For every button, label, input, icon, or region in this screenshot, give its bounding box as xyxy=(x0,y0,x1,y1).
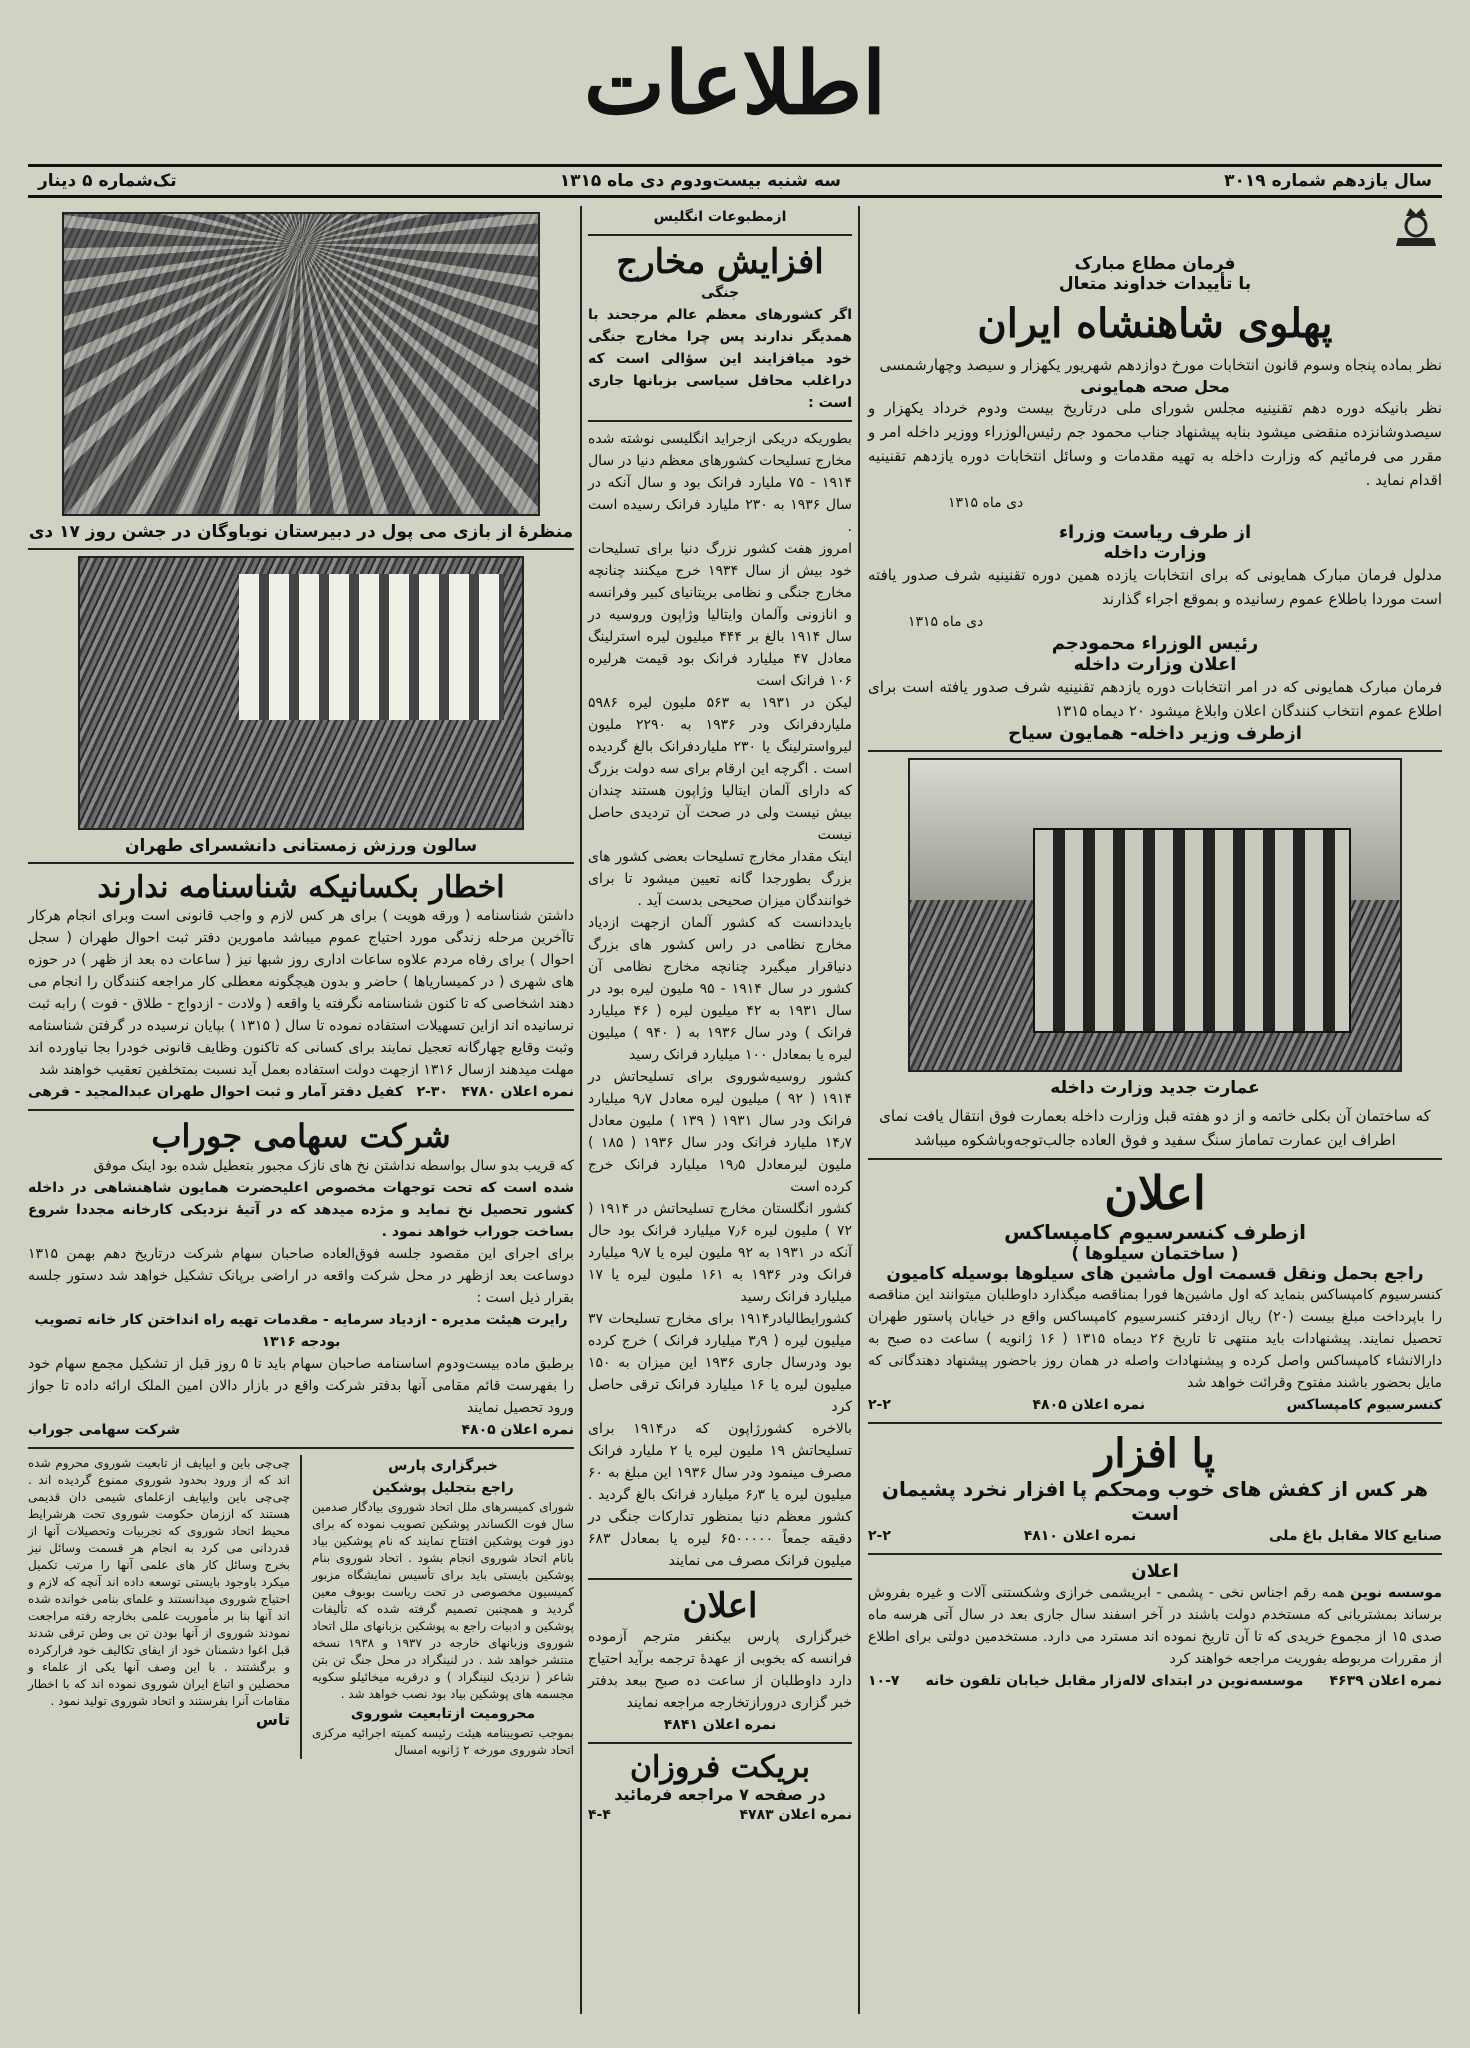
compsax-ad xyxy=(868,1166,1442,1416)
notice-signature: ازطرف وزیر داخله- همایون سیاح xyxy=(1008,723,1302,744)
socks-agenda: رایرت هیئت مدیره - ازدیاد سرمایه - مقدمات تهیه راه انداختن کار خانه تصویب بودجه ۱۳۱۶ xyxy=(34,1312,568,1350)
ad-footer: موسسه‌نوین در ابتدای لاله‌زار مقابل خیابان تلفون خانه xyxy=(925,1673,1304,1689)
decree-paragraph: نظر بماده پنجاه وسوم قانون انتخابات مورخ دوازدهم شهریور یکهزار و سیصد وچهارشمسی xyxy=(879,356,1442,374)
building-photo xyxy=(908,758,1402,1072)
warning-title: اخطار بکسانیکه شناسنامه ندارند xyxy=(97,870,505,905)
ad-code: ۲-۲ xyxy=(868,1528,891,1544)
ad-number: نمره اعلان ۴۸۰۵ xyxy=(1032,1397,1145,1413)
notice-paragraph: فرمان مبارک همایونی که در امر انتخابات دوره یازدهم تقنینیه شرف صدور یافته است برای اطلاع عموم انتخاب کنندگان اعلان وابلاغ میشود ۲۰ دیماه ۱۳۱۵ xyxy=(868,678,1442,720)
pars-col2: چی‌چی باین و ایپایف از تابعیت شوروی محروم شده اند که از ورود بحدود شوروی ممنوع گردیده اند . چی‌چی باین وایپایف ازعلمای شیمی دان قدیمی هستند که اززمان حکومت شوروی تحت هرشرایط محیط اتحاد شوروی که تجربیات وتحصیلات آنها از قدردانی می کرد به انجام هر قسمت وسائل نیز بخرج وسائل کار های علمی آنها را مرتب تکمیل میکرد باوجود بایستی توسعه داده اند آنچه که لازم و احتیاج شوروی میدانستند و علمای بنامی خوانده شده اند آنها بنا بر مأموریت علمی بخارجه رفته مراجعت نمودند شوروی از آنها بودن تن بی وطن ترقی شدند قبل اغوا دشمنان خود از ایفای تکالیف خود فرارکرده و برگشتند . با این وصف آنها یکی از علماء و محصلین و اتباع ایران شوروی نموده اند که با اخطار مقامات آنرا بفرستند و اتحاد شوروی تولید نمود . xyxy=(28,1456,290,1708)
ad-body: کنسرسیوم کامپساکس بنماید که اول ماشین‌ها فورا بمناقصه میگذارد داوطلبان میتوانند این مناقصه را باپرداخت مبلغ بیست (۲۰) ریال ازدفتر کنسرسیوم کامپساکس واقع در خیابان پاستور طهران تحصیل نمایند. پیشنهادات باید منتهی تا تاریخ ۲۶ دیماه ۱۳۱۵ ( ۱۶ ژانویه ) ساعت ده صبح به دارالانشاء کامپساکس واصل کرده و پیشنهادات واصله در همان روز باحضور پیشنهاد دهندگانی که مایل بحضور باشند مفتوح وقرائت خواهد شد xyxy=(868,1287,1442,1391)
royal-emblem-icon xyxy=(1390,206,1442,250)
warning-code: ۲-۳۰ xyxy=(416,1084,449,1100)
article-paragraph: بایددانست که کشور آلمان ازجهت ازدیاد مخارج نظامی در راس کشور های بزرگ دنیاقرار میگیرد چنانچه مخارج نظامی آن کشور در سال ۱۹۱۴ - ۹۵ ملیون لیره بود در سال ۱۹۳۱ به ۴۲ میلیون لیره ( ۴۶ میلیارد فرانک ) ودر سال ۱۹۳۶ به ( ۹۴۰ ) میلیون لیره یا بمعادل ۱۰۰ میلیارد فرانک رسید xyxy=(588,915,852,1063)
ad-body: همه رقم اجناس نخی - پشمی - ابریشمی خرازی وشکستنی آلات و غیره بفروش برساند بمشتریانی که مستخدم دولت باشند در آخر اسفند سال جاری بعد در سال آتی هرسه ماه صدی ۱۵ از مجموع خریدی که تا آن تاریخ نموده اند مسترد می دارد. مستخدمین دولتی برای اطلاع از مقررات مربوطه بفوریت مراجعه خواهند کرد xyxy=(868,1585,1442,1667)
building-caption: عمارت جدید وزارت داخله xyxy=(1050,1078,1260,1098)
gym-photo xyxy=(78,556,524,830)
ad-address: صنایع کالا مقابل باغ ملی xyxy=(1268,1528,1442,1544)
pars-body: شورای کمیسرهای ملل اتحاد شوروی بیادگار صدمین سال فوت الکساندر پوشکین تصویب نموده که برای دوز فوت پوشکین افتتاح نمایند که نام پوشکین بیاد بانام اتحاد شوروی انجام بشود . اتحاد شوروی بنام پوشکین بایستی باید برای تأسیس نمایشگاه مزبور کمیسیون مخصوصی در تحت ریاست بوبوف معین گردید و همچنین تصمیم گرفته شده که تألیفات پوشکین و ادبیات راجع به پوشکین بزبانهای ملل اتحاد شوروی وزبانهای خارجه در ۱۹۳۷ و ۱۹۳۸ نسخه منتشر خواهد شد . در لنینگراد در محل جنگ تن بتن شاعر ( نزدیک لنینگراد ) و درقریه میخائیلو سکویه مجسمه های پوشکین بیاد بود نصب خواهد شد . xyxy=(312,1500,574,1701)
article-kicker: ازمطبوعات انگلیس xyxy=(653,209,787,225)
pars-signature: تاس xyxy=(255,1710,290,1729)
article-paragraph: بالاخره کشورژاپون که در۱۹۱۴ برای تسلیحاتش ۱۹ ملیون لیره یا ۲ ملیارد فرانک مصرف مینمود ودر سال ۱۹۳۶ این مبلغ به ۶۰ میلیون لیره یا ۶٫۳ میلیارد فرانک بالغ گردید . کشور معظم دنیا بمنظور تدارکات جنگی در دقیقه جمعاً ۶۵۰۰۰۰۰ لیره یا بمعادل ۶۸۳ میلیون فرانک مصرف می نمایند xyxy=(588,1421,852,1569)
ad-title: اعلان xyxy=(1131,1561,1179,1582)
pars-news-right xyxy=(312,1455,574,1759)
article-paragraph: لیکن در ۱۹۳۱ به ۵۶۳ ملیون لیره ۵۹۸۶ ملیاردفرانک ودر ۱۹۳۶ به ۲۲۹۰ ملیون لیرواسترلینگ یا ۲۳۰ ملیاردفرانک بالغ گردیده است . اگرچه این ارقام برای سه دولت بزرگ که دارای آلمان ایتالیا وژاپون هستند چندان بیش نیست ولی در صحت آن تردیدی حاصل نیست xyxy=(588,695,852,843)
novin-ad xyxy=(868,1561,1442,1692)
decree-seal-note: محل صحه همایونی xyxy=(1080,377,1230,396)
pm-heading: از طرف ریاست وزراء xyxy=(1058,522,1252,543)
ad-code: ۴-۴ xyxy=(588,1807,611,1823)
ad-body: خبرگزاری پارس بیکنفر مترجم آزموده فرانسه که بخوبی از عهدهٔ ترجمه برآید احتیاج دارد داوطلبان از ساعت ده صبح ببعد بدفتر خبر گزاری درورازتخارجه مراجعه نمایند xyxy=(588,1629,852,1711)
ad-title: اعلان xyxy=(1104,1166,1206,1220)
warning-number: نمره اعلان ۴۷۸۰ xyxy=(461,1084,574,1100)
ad-title: اعلان xyxy=(682,1586,758,1626)
royal-decree xyxy=(868,206,1442,744)
newspaper-logo: اطلاعات xyxy=(583,33,887,134)
ad-from: ازطرف کنسرسیوم کامپساکس xyxy=(1004,1220,1306,1244)
pars-title: راجع بتجلیل پوشکین xyxy=(372,1480,514,1496)
ad-body: در صفحه ۷ مراجعه فرمائید xyxy=(614,1785,826,1804)
decree-paragraph: نظر بانیکه دوره دهم تقنینیه مجلس شورای ملی درتاریخ بیست ودوم خرداد یکهزار و سیصدوشانزده منقضی میشود بنابه پیشنهاد جناب محمود جم رئیس‌الوزراء ووزیر داخله امر و مقرر می فرمائیم که وزارت داخله به تهیه مقدمات و وسائل انتخابات دوره یازدهم تقنینیه اقدام نماید . xyxy=(868,399,1442,489)
warning-body: داشتن شناسنامه ( ورقه هویت ) برای هر کس لازم و واجب قانونی است وبرای انجام هرکار تاآخرین مرحله زندگی مورد احتیاج عموم میباشد مامورین دفتر ثبت احوال طهران ( سجل احوال ) برای رفاه مردم علاوه ساعات اداری روز شبها نیز ( ساعات ده بعد از ظهر ) در حوزه های شهری ( در کمیساریاها ) حاضر و بدون هیچگونه معطلی کار مراجعه کنندگان را انجام می دهند اشخاصی که تا کنون شناسنامه نگرفته یا واقعه ( ولادت - ازدواج - طلاق - فوت ) رابه ثبت نرسانیده اند ازاین تسهیلات استفاده نموده تا سال ( ۱۳۱۵ ) بپایان نرسیده در گرفتن شناسنامه وثبت وقایع چهارگانه تعجیل نمایند برای کسانی که تاکنون وظایف قانونی خودرا بجا نیاورده اند مهلت میدهند ازسال ۱۳۱۶ ازجهت دولت استفاده بعمل آید نسبت بمتخلفین تعقیب خواهند شد xyxy=(28,908,574,1078)
pars-subhead: محرومیت ازتابعیت شوروی xyxy=(350,1706,536,1722)
socks-signature: شرکت سهامی جوراب xyxy=(28,1422,181,1438)
ad-number: نمره اعلان ۴۶۳۹ xyxy=(1329,1673,1442,1689)
column-rule xyxy=(580,206,582,2014)
left-column xyxy=(28,206,574,1759)
ministry-heading: وزارت داخله xyxy=(1103,543,1207,563)
shoe-ad xyxy=(868,1430,1442,1547)
masthead xyxy=(28,24,1442,144)
ad-number: نمره اعلان ۴۷۸۳ xyxy=(739,1807,852,1823)
article-paragraph: کشور روسیه‌شوروی برای تسلیحاتش در ۱۹۱۴ ( ۹۲ ) میلیون لیره معادل ۹٫۷ میلیارد فرانک ودر سال ۱۹۳۱ ( ۱۳۹ ) ملیون معادل ۱۴٫۷ ملیارد فرانک ودر سال ۱۹۳۶ ( ۱۸۵ ) ملیون لیرمعادل ۱۹٫۵ میلیارد فرانک خرج کرده است xyxy=(588,1069,852,1195)
ad-code: ۲-۲ xyxy=(868,1397,891,1413)
pars-body2: بموجب تصویبنامه هیئت رئیسه کمیته اجرائیه مرکزی اتحاد شوروی مورخه ۲ ژانویه امسال xyxy=(312,1726,574,1757)
article-title: افزایش مخارج xyxy=(616,242,824,282)
issue-date: سه شنبه بیست‌ودوم دی ماه ۱۳۱۵ xyxy=(559,171,841,191)
socks-body: برای اجرای این مقصود جلسه فوق‌العاده صاحبان سهام شرکت درتاریخ دهم بهمن ۱۳۱۵ دوساعت بعد ازظهر در محل شرکت واقعه در اراضی برپانک تشکیل خواهد شد دستور جلسه بقرار ذیل است : xyxy=(28,1246,574,1306)
pars-head: خبرگزاری پارس xyxy=(388,1458,498,1474)
article-paragraph: اینک مقدار مخارج تسلیحات بعضی کشور های بزرگ بطورجدا گانه تعیین میشود تا برای خوانندگان میزان صحیحی بدست آید . xyxy=(588,849,852,909)
gym-caption: سالون ورزش زمستانی دانشسرای طهران xyxy=(124,836,478,856)
translator-ad xyxy=(588,1586,852,1736)
ministry-paragraph: مدلول فرمان مبارک همایونی که برای انتخابات یازده همین دوره تقنینیه شرف صدور یافته است موردا باطلاع عموم رسانیده و بموقع اجراء گذارند xyxy=(868,566,1442,608)
decree-title: پهلوی شاهنشاه ایران xyxy=(977,300,1333,347)
socks-company-ad xyxy=(28,1117,574,1441)
decree-date: دی ماه ۱۳۱۵ xyxy=(948,495,1024,511)
ad-code: ۱۰-۷ xyxy=(868,1673,900,1689)
ad-signature: کنسرسیوم کامپساکس xyxy=(1286,1397,1442,1413)
ad-heading: راجع بحمل ونقل قسمت اول ماشین های سیلوها بوسیله کامیون xyxy=(886,1264,1424,1284)
pars-news-left xyxy=(28,1455,290,1759)
ministry-date: دی ماه ۱۳۱۵ xyxy=(908,614,984,630)
dateline xyxy=(28,164,1442,198)
ad-firm: موسسه نوین xyxy=(1350,1585,1442,1601)
socks-footer: برطبق ماده بیست‌ودوم اساسنامه صاحبان سهام باید تا ۵ روز قبل از تشکیل مجمع سهام خود را بفهرست قائم مقامی آنها بدفتر شرکت واقع در بازار دالان امین الملک ارائه داده تا جواز ورود تحصیل نمایند xyxy=(28,1356,574,1416)
newspaper-page xyxy=(28,24,1442,2024)
ad-title: پا افزار xyxy=(1095,1430,1215,1477)
ad-subtitle: ( ساختمان سیلوها ) xyxy=(1071,1244,1239,1264)
article-paragraph: کشورایطالیادر۱۹۱۴ برای مخارج تسلیحات ۳۷ میلیون لیره ( ۳٫۹ میلیارد فرانک ) خرج کرده بود ودرسال جاری ۱۹۳۶ این میزان به ۱۵۰ میلیون لیره یا ۱۶ میلیارد فرانک ترقی حاصل کرد xyxy=(588,1311,853,1415)
article-paragraph: کشور انگلستان مخارج تسلیحاتش در ۱۹۱۴ ( ۷۲ ) ملیون لیره ۷٫۶ میلیارد فرانک بود حال آنکه در ۱۹۳۱ به ۹۲ ملیون لیره یا ۹٫۷ میلیارد فرانک ودر ۱۹۳۶ به ۱۶۱ ملیون لیره یا ۱۷ میلیارد فرانک رسید xyxy=(588,1201,853,1305)
building-feature xyxy=(868,758,1442,1152)
column-rule xyxy=(858,206,860,2014)
price-note: تک‌شماره ۵ دینار xyxy=(38,171,177,191)
decree-line1: فرمان مطاع مبارک xyxy=(1074,254,1236,274)
maypole-photo xyxy=(62,212,540,516)
right-column xyxy=(868,206,1442,1692)
socks-bold: شده است که تحت توجهات مخصوص اعلیحضرت همایون شاهنشاهی در داخله کشور تحصیل نخ نماید و مژده میدهد که در آتیهٔ نزدیکی کارخانه مجددا شروع بساخت جوراب خواهد نمود . xyxy=(28,1180,574,1240)
briquette-ad xyxy=(588,1750,852,1826)
ad-body: هر کس از کفش های خوب ومحکم پا افزار نخرد پشیمان است xyxy=(881,1477,1429,1525)
pars-news xyxy=(28,1455,574,1759)
middle-column xyxy=(588,206,852,1826)
socks-number: نمره اعلان ۴۸۰۵ xyxy=(461,1422,574,1438)
article-intro: اگر کشورهای معظم عالم مرجحند با همدیگر ندارند پس چرا مخارج جنگی خود میافزایند این سؤالی است که دراغلب محافل سیاسی بزبانها جاری است : xyxy=(588,307,852,411)
socks-title: شرکت سهامی جوراب xyxy=(151,1117,451,1155)
maypole-caption: منظرهٔ از بازی می پول در دبیرستان نوباوگان در جشن روز ۱۷ دی xyxy=(28,522,574,542)
pm-signature: رئیس الوزراء محمودجم xyxy=(1051,633,1259,654)
id-warning xyxy=(28,870,574,1103)
ad-number: نمره اعلان ۴۸۱۰ xyxy=(1023,1528,1137,1544)
ad-number: نمره اعلان ۴۸۴۱ xyxy=(663,1717,777,1733)
issue-number: سال یازدهم شماره ۳۰۱۹ xyxy=(1224,171,1432,191)
decree-line2: با تأییدات خداوند متعال xyxy=(1058,274,1252,294)
ad-title: بریکت فروزان xyxy=(630,1750,810,1785)
notice-title: اعلان وزارت داخله xyxy=(1073,654,1237,675)
warning-signature: کفیل دفتر آمار و ثبت احوال طهران عبدالمجید - فرهی xyxy=(28,1084,404,1100)
building-text: که ساختمان آن بکلی خاتمه و از دو هفته قبل وزارت داخله بعمارت فوق انتقال یافت نمای اطراف این عمارت تماماز سنگ سفید و فوق العاده جالب‌توجه‌وباشکوه میباشد xyxy=(879,1107,1431,1149)
socks-intro: که قریب بدو سال بواسطه نداشتن نخ های نازک مجبور بتعطیل شده بود اینک موفق xyxy=(93,1158,574,1174)
article-paragraph: بطوریکه دریکی ازجراید انگلیسی نوشته شده مخارج تسلیحات کشورهای معظم دنیا در سال ۱۹۱۴ - ۷۵ ملیارد فرانک بود و سال آنکه در سال ۱۹۳۶ به ۲۳۰ ملیارد فرانک رسیده است . xyxy=(588,431,853,535)
article-paragraph: امروز هفت کشور نزرگ دنیا برای تسلیحات خود بیش از سال ۱۹۳۴ خرج میکنند چنانچه مخارج جنگی و نظامی بریتانیای کبیر وفرانسه و انازونی وآلمان وایتالیا وژاپون وروسیه در سال ۱۹۱۴ بالغ بر ۴۴۴ میلیون لیره استرلینگ معادل ۴۷ میلیارد فرانک بود قیمت هرلیره ۱۰۶ فرانک است xyxy=(588,541,853,689)
article-subtitle: جنگی xyxy=(700,285,740,301)
